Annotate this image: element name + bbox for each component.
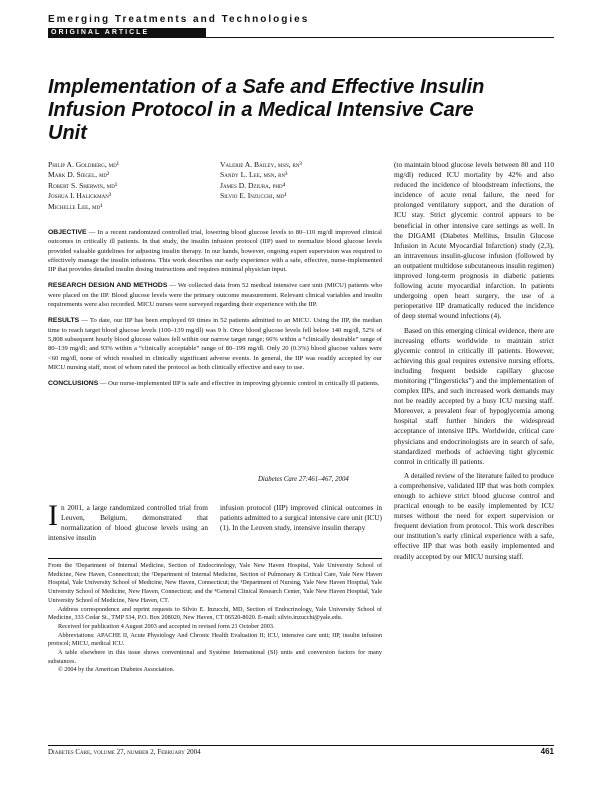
footer-journal: Diabetes Care, volume 27, number 2, February 2004: [48, 748, 201, 756]
right-column: [394, 160, 554, 562]
page-number: 461: [540, 747, 554, 756]
intro-mid-column: [220, 503, 382, 533]
author: Joshua I. Halickman³: [48, 191, 112, 201]
dropcap: I: [48, 499, 58, 532]
author: Robert S. Sherwin, md¹: [48, 180, 118, 190]
results-text: — To date, our IIP has been employed 69 times in 52 patients admitted to an MICU. Using the IIP, the median time to reach target blood glucose levels (100–139 mg/dl) was 9 h. Once blood glucose levels fell below 140 mg/dl, 52% of 5,808 subsequent hourly blood glucose values fell within our narrow target range; 66% within a “clinically desirable” range of 80–139 mg/dl; and 93% within a “clinically acceptable” range of 80–199 mg/dl. Only 20 (0.3%) blood glucose values were <60 mg/dl, none of which resulted in clinically significant adverse events. In general, the IIP was readily accepted by our MICU nursing staff, most of whom rated the protocol as both clinically effective and easy to use.: [48, 317, 382, 371]
footnote: Address correspondence and reprint requests to Silvio E. Inzucchi, MD, Section of Endocrinology, Yale University School of Medicine, 333 Cedar St., TMP 534, P.O. Box 208020, New Haven, CT 06520-8020. E-mail: silvio.inzucchi@yale.edu.: [48, 605, 382, 622]
author: Mark D. Siegel, md²: [48, 170, 110, 180]
author: Michelle Lee, md¹: [48, 201, 103, 211]
article-title: Implementation of a Safe and Effective Insulin Infusion Protocol in a Medical Intensive Care Unit: [48, 76, 485, 144]
header-divider: [48, 37, 554, 38]
methods-label: RESEARCH DESIGN AND METHODS: [48, 282, 168, 290]
intro-left-text: n 2001, a large randomized controlled trial from Leuven, Belgium, demonstrated that normalization of blood glucose levels using an intensive insulin: [48, 503, 208, 543]
article-type-bar: [48, 28, 206, 37]
authors-right: [220, 160, 302, 202]
section-header: Emerging Treatments and Technologies: [48, 14, 310, 25]
authors-left: [48, 160, 119, 212]
abstract-objective: [48, 228, 382, 274]
footnote: From the ¹Department of Internal Medicine, Section of Endocrinology, Yale New Haven Hospital, Yale University School of Medicine, New Haven, Connecticut; the ²Department of Internal Medicine, Section of Pulmonary & Critical Care, Yale New Haven Hospital, Yale University School of Medicine, New Haven, Connecticut; the ³Department of Nursing, Yale New Haven Hospital, Yale University School of Medicine, New Haven, Connecticut; and the ⁴General Clinical Research Center, Yale New Haven Hospital, Yale University School of Medicine, New Haven, CT.: [48, 562, 382, 604]
methods-text: — We collected data from 52 medical intensive care unit (MICU) patients who were placed on the IIP. Blood glucose levels were the primary outcome measurement. Relevant clinical variables and insulin requirements were also recorded. MICU nurses were surveyed regarding their experience with the IIP.: [48, 282, 382, 309]
author: Silvio E. Inzucchi, md¹: [220, 191, 287, 201]
conclusions-label: CONCLUSIONS: [48, 380, 99, 388]
footnote: A table elsewhere in this issue shows conventional and Système International (SI) units and conversion factors for many substances.: [48, 649, 382, 665]
paragraph: (to maintain blood glucose levels between 80 and 110 mg/dl) reduced ICU mortality by 42% and also reduced the incidence of bloodstream infections, the incidence of acute renal failure, the need for prolonged ventilatory support, and the duration of ICU stay. Strict glycemic control appears to be beneficial in other intensive care settings as well. In the DIGAMI (Diabetes Mellitus, Insulin Glucose Infusion in Acute Myocardial Infarction) study (2,3), an intravenous insulin-glucose infusion (followed by an outpatient multidose subcutaneous insulin regimen) improved long-term prognosis in diabetic patients following acute myocardial infarction. In patients undergoing open heart surgery, the use of a perioperative IIP dramatically reduced the incidence of deep sternal wound infections (4).: [394, 160, 554, 321]
author: Valerie A. Bailey, msn, rn³: [220, 160, 302, 169]
author: Philip A. Goldberg, md¹: [48, 160, 119, 169]
intro-mid-text: infusion protocol (IIP) improved clinical outcomes in patients admitted to a surgical intensive care unit (ICU) (1). In the Leuven study, intensive insulin therapy: [220, 503, 382, 533]
paragraph: Based on this emerging clinical evidence, there are increasing efforts worldwide to maintain strict glycemic control in critically ill patients. However, achieving this goal requires extensive nursing efforts, including frequent bedside capillary glucose monitoring (“fingersticks”) and the implementation of complex IIPs, and such increased work demands may not be readily accepted by a busy ICU nursing staff. Moreover, a prevalent fear of hypoglycemia among hospital staff further hinders the widespread acceptance of intensive IIPs. Worldwide, critical care physicians and endocrinologists are in search of safe, standardized methods of achieving tight glycemic control in critically ill patients.: [394, 325, 554, 466]
footnotes: [48, 562, 382, 675]
footnote: Abbreviations: APACHE II, Acute Physiology And Chronic Health Evaluation II; ICU, intensive care unit; IIP, insulin infusion protocol; MICU, medical ICU.: [48, 631, 382, 648]
footnote-divider: [48, 558, 382, 559]
conclusions-text: — Our nurse-implemented IIP is safe and effective in improving glycemic control in critically ill patients.: [99, 380, 380, 388]
paragraph: A detailed review of the literature failed to produce a comprehensive, validated IIP that was both complex enough to achieve strict blood glucose control and practical enough to be easily implemented by ICU nurses without the need for expert supervision or frequent deviation from protocol. This work describes our institution’s early clinical experience with a safe, effective IIP that was both easily implemented and readily accepted by our MICU nursing staff.: [394, 470, 554, 561]
objective-label: OBJECTIVE: [48, 229, 87, 236]
abstract-conclusions: [48, 379, 382, 388]
author: James D. Dziura, phd⁴: [220, 180, 286, 190]
intro-left-column: [48, 499, 208, 543]
results-label: RESULTS: [48, 317, 80, 325]
abstract: [48, 228, 382, 395]
article-type-label: ORIGINAL ARTICLE: [51, 29, 150, 36]
abstract-methods: [48, 281, 382, 309]
footnote: © 2004 by the American Diabetes Association.: [58, 666, 175, 674]
footnote: Received for publication 4 August 2003 and accepted in revised form 21 October 2003.: [58, 622, 275, 630]
author: Sandy L. Lee, msn, rn³: [220, 170, 288, 180]
footer-divider: [48, 745, 554, 746]
citation: Diabetes Care 27:461–467, 2004: [258, 476, 349, 483]
abstract-results: [48, 316, 382, 372]
objective-text: — In a recent randomized controlled trial, lowering blood glucose levels to 80–110 mg/dl improved clinical outcomes in critically ill patients. In that study, the insulin infusion protocol (IIP) used to normalize blood glucose levels provided valuable guidelines for adjusting insulin therapy. In our hands, however, ongoing expert supervision was required to effectively manage the insulin infusions. This work describes our early experience with a safe, effective, nurse-implemented IIP that provides detailed insulin dosing instructions and requires minimal physician input.: [48, 229, 382, 274]
